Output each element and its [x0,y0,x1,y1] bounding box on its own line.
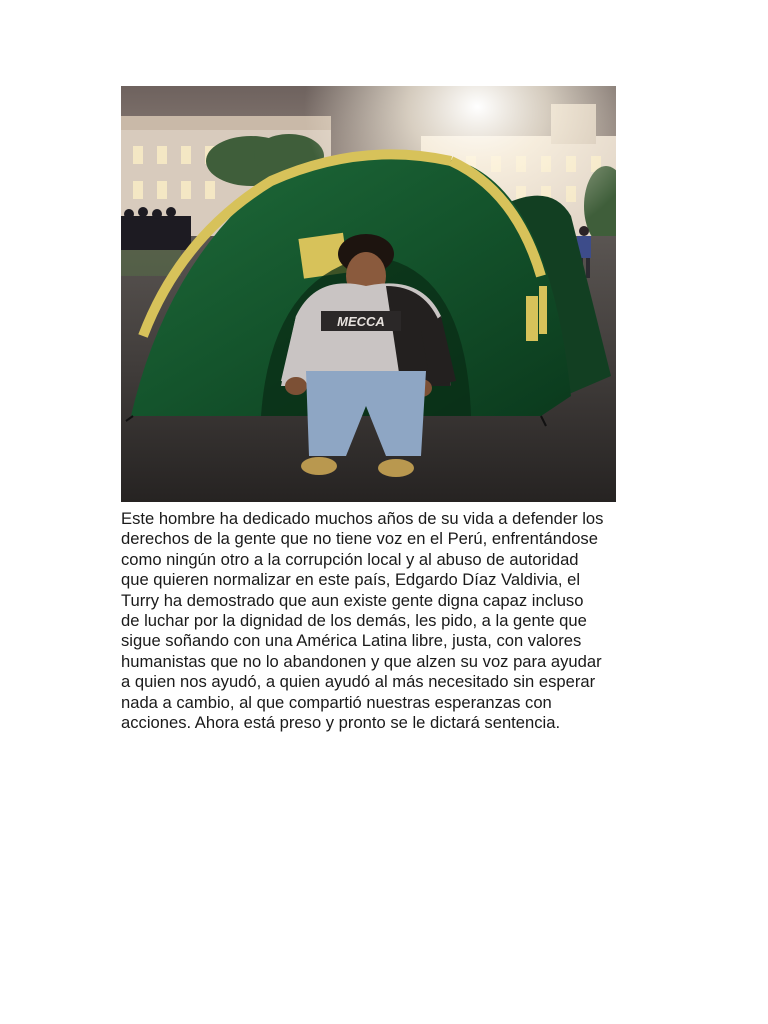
paragraph-line: como ningún otro a la corrupción local y al abuso de autoridad [121,549,579,569]
paragraph-line: a quien nos ayudó, a quien ayudó al más necesitado sin esperar [121,672,596,692]
paragraph-line: de luchar por la dignidad de los demás, les pido, a la gente que [121,611,587,631]
paragraph-line: que quieren normalizar en este país, Edgardo Díaz Valdivia, el [121,570,581,590]
paragraph-line: sigue soñando con una América Latina libre, justa, con valores [121,631,582,651]
photo-man-in-tent [121,86,616,502]
shirt-logo-text: MECCA [337,314,385,329]
paragraph-line: Este hombre ha dedicado muchos años de su vida a defender los [121,509,604,528]
paragraph-line: humanistas que no lo abandonen y que alzen su voz para ayudar [121,651,602,671]
paragraph-line: derechos de la gente que no tiene voz en el Perú, enfrentándose [121,529,598,549]
paragraph-line: nada a cambio, al que compartió nuestras esperanzas con [121,692,552,712]
photo-illustration [121,86,616,502]
paragraph-line: acciones. Ahora está preso y pronto se le dictará sentencia. [121,713,561,733]
body-paragraph [121,509,651,733]
paragraph-line: Turry ha demostrado que aun existe gente digna capaz incluso [121,590,584,610]
